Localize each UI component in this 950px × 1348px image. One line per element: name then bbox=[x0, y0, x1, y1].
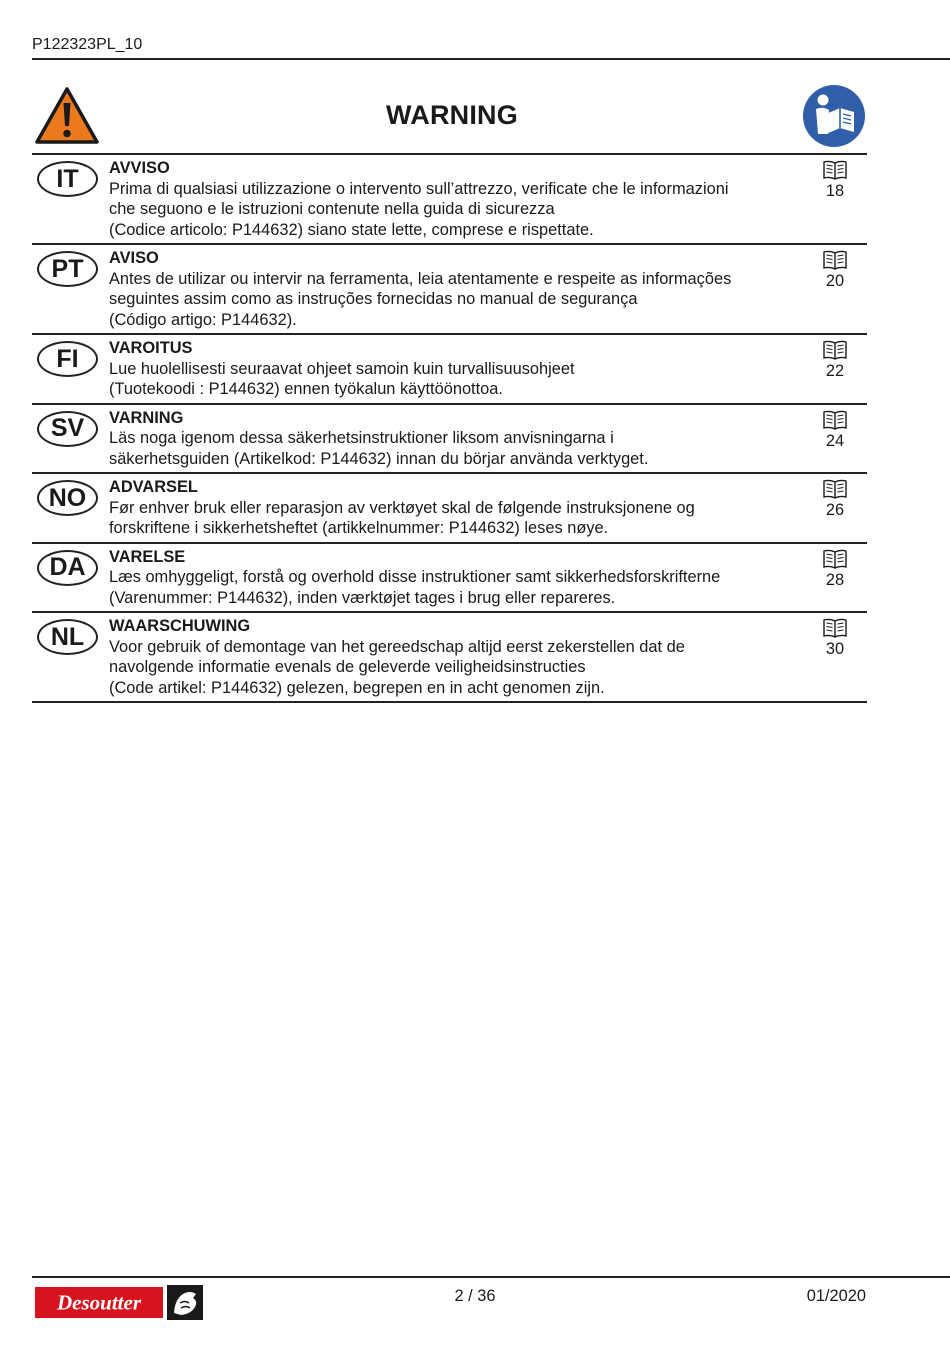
row-heading: VARELSE bbox=[109, 547, 186, 566]
row-text-line: (Varenummer: P144632), inden værktøjet tages i brug eller repareres. bbox=[109, 588, 616, 607]
book-icon bbox=[822, 160, 848, 180]
warning-row-fi bbox=[32, 335, 867, 405]
read-manual-icon bbox=[802, 84, 866, 148]
page-reference bbox=[815, 160, 855, 201]
document-code: P122323PL_10 bbox=[32, 36, 143, 53]
warning-row-pt bbox=[32, 245, 867, 335]
row-text-line: che seguono e le istruzioni contenute nella guida di sicurezza bbox=[109, 200, 555, 218]
warning-table bbox=[32, 153, 867, 703]
row-text-line: (Codice articolo: P144632) siano state lette, comprese e rispettate. bbox=[109, 220, 594, 239]
row-heading: ADVARSEL bbox=[109, 478, 198, 496]
language-badge: SV bbox=[37, 411, 98, 447]
page-reference bbox=[815, 479, 855, 520]
row-heading: AVVISO bbox=[109, 159, 170, 177]
page-reference bbox=[815, 410, 855, 451]
language-badge: PT bbox=[37, 251, 98, 287]
page-number-ref: 22 bbox=[825, 362, 845, 380]
document-date: 01/2020 bbox=[806, 1287, 866, 1305]
row-text-line: (Código artigo: P144632). bbox=[109, 310, 297, 329]
page-reference bbox=[815, 549, 855, 590]
language-badge: DA bbox=[37, 550, 98, 586]
warning-row-nl bbox=[32, 613, 867, 703]
page-number-ref: 30 bbox=[825, 640, 845, 658]
language-badge: NL bbox=[37, 619, 98, 655]
row-text-line: Antes de utilizar ou intervir na ferramenta, leia atentamente e respeite as informações bbox=[109, 269, 732, 288]
warning-row-da bbox=[32, 544, 867, 614]
page-reference bbox=[815, 340, 855, 381]
row-text-line: seguintes assim como as instruções fornecidas no manual de segurança bbox=[109, 290, 638, 308]
row-heading: VAROITUS bbox=[109, 339, 193, 357]
top-rule bbox=[32, 58, 950, 60]
bottom-rule bbox=[32, 1276, 950, 1278]
row-text-line: forskriftene i sikkerhetsheftet (artikkelnummer: P144632) leses nøye. bbox=[109, 519, 609, 537]
language-badge: FI bbox=[37, 341, 98, 377]
page-number-ref: 20 bbox=[825, 272, 845, 290]
book-icon bbox=[822, 479, 848, 499]
warning-row-no bbox=[32, 474, 867, 544]
warning-row-it bbox=[32, 155, 867, 245]
row-text-line: Voor gebruik of demontage van het gereedschap altijd eerst zekerstellen dat de bbox=[109, 637, 685, 656]
row-text-line: navolgende informatie evenals de geleverde veiligheidsinstructies bbox=[109, 658, 586, 676]
row-text-line: Lue huolellisesti seuraavat ohjeet samoin kuin turvallisuusohjeet bbox=[109, 359, 575, 378]
book-icon bbox=[822, 340, 848, 360]
row-heading: WAARSCHUWING bbox=[109, 617, 251, 635]
book-icon bbox=[822, 618, 848, 638]
page-title: WARNING bbox=[386, 100, 518, 130]
page-number-ref: 28 bbox=[825, 570, 845, 589]
row-text-line: Prima di qualsiasi utilizzazione o intervento sull’attrezzo, verificate che le informazioni bbox=[109, 179, 729, 198]
book-icon bbox=[822, 250, 848, 270]
row-text-line: Før enhver bruk eller reparasjon av verktøyet skal de følgende instruksjonene og bbox=[109, 498, 695, 517]
row-text-line: (Tuotekoodi : P144632) ennen työkalun käyttöönottoa. bbox=[109, 380, 503, 398]
row-text-line: Læs omhyggeligt, forstå og overhold disse instruktioner samt sikkerhedsforskrifterne bbox=[109, 568, 721, 586]
row-heading: AVISO bbox=[109, 249, 159, 267]
row-text-line: säkerhetsguiden (Artikelkod: P144632) innan du börjar använda verktyget. bbox=[109, 449, 649, 468]
book-icon bbox=[822, 549, 848, 569]
page-number: 2 / 36 bbox=[454, 1287, 496, 1305]
book-icon bbox=[822, 410, 848, 430]
language-badge: NO bbox=[37, 480, 98, 516]
page-number-ref: 18 bbox=[825, 182, 845, 200]
page-number-ref: 24 bbox=[825, 431, 845, 450]
page-reference bbox=[815, 618, 855, 659]
page-reference bbox=[815, 250, 855, 291]
warning-row-sv bbox=[32, 405, 867, 475]
language-badge: IT bbox=[37, 161, 98, 197]
page-number-ref: 26 bbox=[825, 501, 845, 519]
row-heading: VARNING bbox=[109, 408, 184, 427]
row-text-line: Läs noga igenom dessa säkerhetsinstruktioner liksom anvisningarna i bbox=[109, 429, 614, 447]
svg-text:Desoutter: Desoutter bbox=[57, 1290, 141, 1315]
row-text-line: (Code artikel: P144632) gelezen, begrepen en in acht genomen zijn. bbox=[109, 678, 605, 697]
